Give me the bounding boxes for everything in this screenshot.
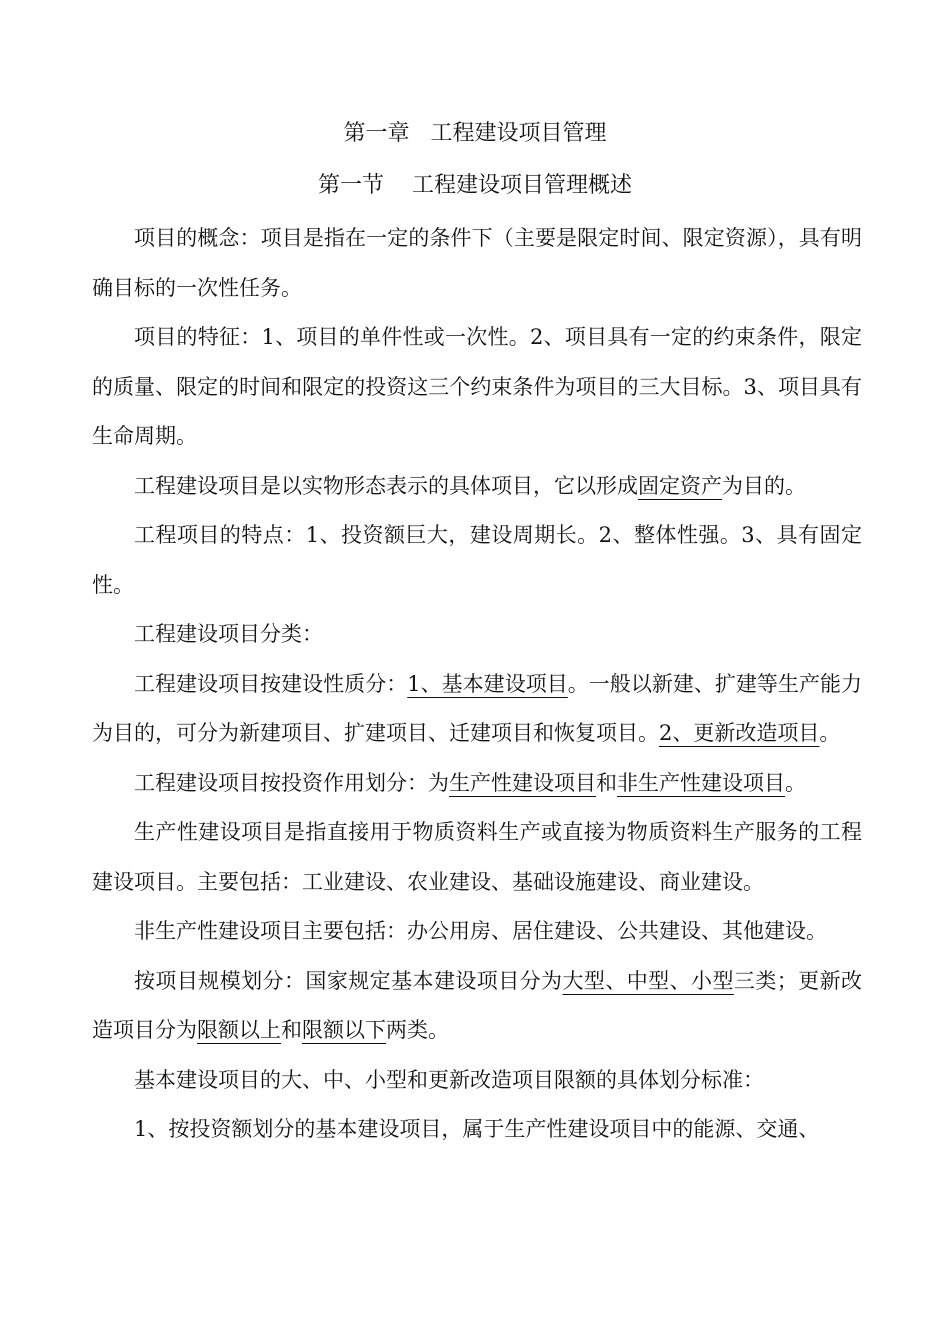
underlined-term: 1、基本建设项目: [407, 671, 568, 696]
paragraph: [92, 610, 862, 660]
paragraph: [92, 907, 862, 957]
paragraph: [92, 462, 862, 512]
paragraph-text: 。: [785, 770, 806, 795]
paragraph: [92, 957, 862, 1056]
paragraph-text: 工程建设项目分类：: [134, 622, 323, 646]
paragraph-text: 项目的概念：项目是指在一定的条件下（主要是限定时间、限定资源），具有明确目标的一次性任务。: [92, 226, 862, 300]
paragraph-text: 按项目规模划分：国家规定基本建设项目分为: [134, 968, 563, 993]
paragraph-text: 工程项目的特点：1、投资额巨大，建设周期长。2、整体性强。3、具有固定性。: [92, 523, 862, 597]
paragraph-text: 生产性建设项目是指直接用于物质资料生产或直接为物质资料生产服务的工程建设项目。主要包括：工业建设、农业建设、基础设施建设、商业建设。: [92, 820, 862, 894]
paragraph-text: 和: [596, 770, 617, 795]
underlined-term: 限额以上: [197, 1018, 281, 1042]
paragraph-text: 1、按投资额划分的基本建设项目，属于生产性建设项目中的能源、交通、: [134, 1117, 820, 1141]
paragraph: [92, 660, 862, 759]
paragraph-text: 三类；更新改造项目分为: [92, 968, 863, 1042]
document-body: [92, 214, 862, 1155]
paragraph-text: 工程建设项目按建设性质分：: [134, 671, 408, 696]
underlined-term: 非生产性建设项目: [617, 770, 785, 795]
paragraph-text: 和: [281, 1018, 302, 1042]
underlined-term: 大型、中型、小型: [562, 968, 734, 993]
paragraph-text: 工程建设项目是以实物形态表示的具体项目，它以形成: [134, 473, 638, 498]
paragraph-text: 。一般以新建、扩建等生产能力为目的，可分为新建项目、扩建项目、迁建项目和恢复项目。: [92, 671, 863, 745]
underlined-term: 固定资产: [638, 473, 722, 498]
paragraph-text: 工程建设项目按投资作用划分：为: [134, 770, 449, 795]
paragraph: [92, 313, 862, 462]
paragraph: [92, 808, 862, 907]
paragraph-text: 非生产性建设项目主要包括：办公用房、居住建设、公共建设、其他建设。: [134, 919, 827, 943]
paragraph: [92, 214, 862, 313]
underlined-term: 生产性建设项目: [449, 770, 596, 795]
paragraph: [92, 511, 862, 610]
paragraph-text: 为目的。: [722, 473, 806, 498]
paragraph-text: 项目的特征：1、项目的单件性或一次性。2、项目具有一定的约束条件，限定的质量、限定的时间和限定的投资这三个约束条件为项目的三大目标。3、项目具有生命周期。: [92, 325, 862, 448]
underlined-term: 限额以下: [302, 1018, 386, 1042]
paragraph: [92, 1056, 862, 1106]
paragraph-text: 基本建设项目的大、中、小型和更新改造项目限额的具体划分标准：: [134, 1067, 764, 1092]
paragraph-text: 两类。: [386, 1018, 449, 1042]
chapter-title: 第一章 工程建设项目管理: [343, 121, 607, 146]
paragraph: [92, 1105, 862, 1155]
underlined-term: 2、更新改造项目: [659, 721, 820, 745]
paragraph: [92, 759, 862, 809]
paragraph-text: 。: [819, 721, 841, 745]
section-title: 第一节 工程建设项目管理概述: [318, 173, 632, 198]
